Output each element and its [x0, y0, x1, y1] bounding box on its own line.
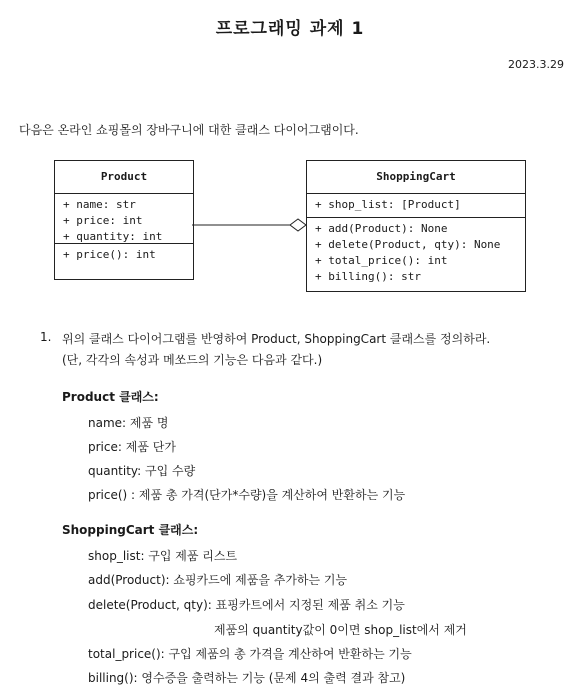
aggregation-diamond-icon [290, 219, 306, 231]
product-item-quantity: quantity: 구입 수량 [88, 464, 196, 478]
document-date: 2023.3.29 [508, 58, 564, 71]
shoppingcart-attr-shop-list: + shop_list: [Product] [315, 198, 461, 211]
question-number: 1. [40, 330, 52, 344]
shoppingcart-method-add: + add(Product): None [315, 222, 448, 235]
shoppingcart-attributes [307, 194, 525, 218]
product-section-heading: Product 클래스: [62, 390, 159, 404]
product-item-name: name: 제품 명 [88, 416, 169, 430]
product-attr-name: + name: str [63, 198, 136, 211]
product-methods [55, 244, 193, 266]
question-line-2: (단, 각각의 속성과 메쏘드의 기능은 다음과 같다.) [62, 353, 323, 367]
product-class-box [54, 160, 194, 280]
product-attr-price: + price: int [63, 214, 143, 227]
question-line-1: 위의 클래스 다이어그램를 반영하여 Product, ShoppingCart 클래스를 정의하라. [62, 332, 491, 346]
product-item-price: price: 제품 단가 [88, 440, 176, 454]
cart-item-billing: billing(): 영수증을 출력하는 기능 (문제 4의 출력 결과 참고) [88, 671, 406, 685]
shoppingcart-class-box [306, 160, 526, 292]
product-attributes [55, 194, 193, 244]
product-method-price: + price(): int [63, 248, 156, 261]
product-class-name: Product [55, 161, 193, 194]
cart-item-delete-note: 제품의 quantity값이 0이면 shop_list에서 제거 [214, 623, 467, 637]
shoppingcart-method-total-price: + total_price(): int [315, 254, 448, 267]
product-item-price-method: price() : 제품 총 가격(단가*수량)을 계산하여 반환하는 기능 [88, 488, 406, 502]
cart-item-shop-list: shop_list: 구입 제품 리스트 [88, 549, 238, 563]
shoppingcart-method-billing: + billing(): str [315, 270, 421, 283]
document-title: 프로그래밍 과제 1 [215, 19, 365, 39]
cart-item-delete: delete(Product, qty): 표핑카트에서 지정된 제품 취소 기능 [88, 598, 405, 612]
cart-item-add: add(Product): 쇼핑카드에 제품을 추가하는 기능 [88, 573, 348, 587]
shoppingcart-methods [307, 218, 525, 288]
aggregation-connector [192, 215, 308, 235]
shoppingcart-method-delete: + delete(Product, qty): None [315, 238, 501, 251]
product-attr-quantity: + quantity: int [63, 230, 163, 243]
intro-text: 다음은 온라인 쇼핑몰의 장바구니에 대한 클래스 다이어그램이다. [19, 123, 359, 137]
shoppingcart-class-name: ShoppingCart [307, 161, 525, 194]
cart-section-heading: ShoppingCart 클래스: [62, 523, 199, 537]
cart-item-total-price: total_price(): 구입 제품의 총 가격을 계산하여 반환하는 기능 [88, 647, 412, 661]
